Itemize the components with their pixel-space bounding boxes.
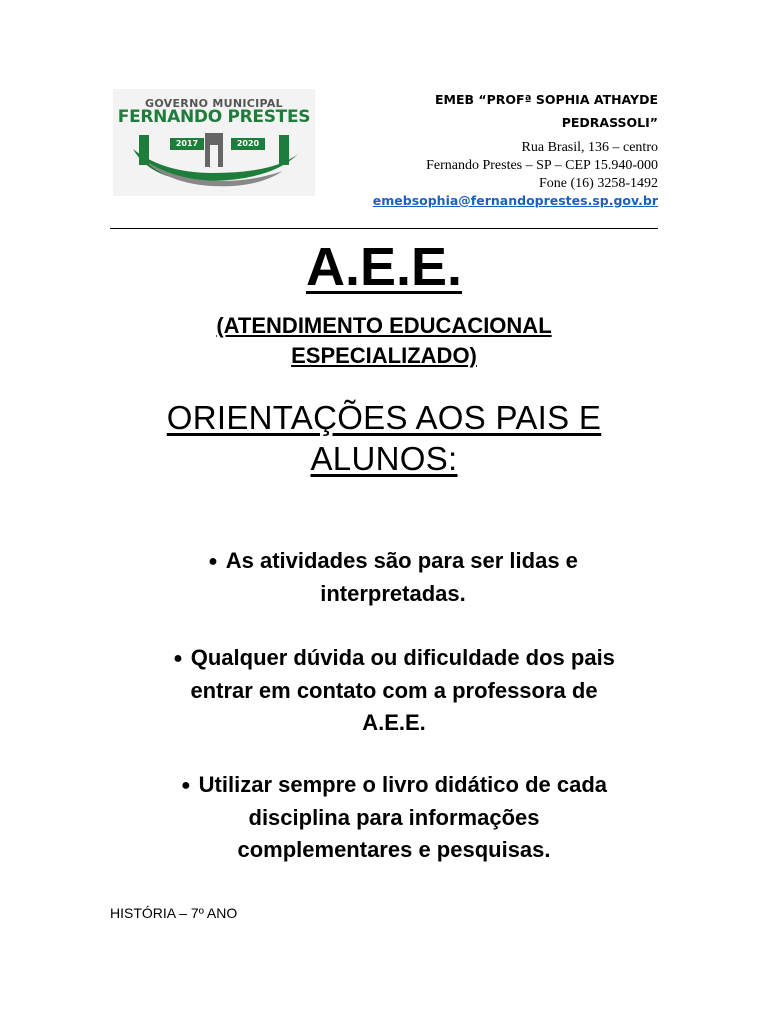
heading-line1: ORIENTAÇÕES AOS PAIS E	[166, 399, 602, 436]
logo-year-start: 2017	[175, 139, 199, 148]
subtitle-line1: (ATENDIMENTO EDUCACIONAL	[216, 313, 552, 338]
bullet-2-line3: A.E.E.	[362, 710, 426, 735]
bullet-1-line2: interpretadas.	[320, 581, 466, 606]
logo-text-top: GOVERNO MUNICIPAL	[145, 97, 283, 110]
address-city: Fernando Prestes – SP – CEP 15.940-000	[426, 158, 658, 173]
bullet-3-line3: complementares e pesquisas.	[237, 837, 551, 862]
bullet-3-line2: disciplina para informações	[248, 805, 540, 830]
bullet-1-line1: As atividades são para ser lidas e	[225, 548, 578, 573]
logo-year-end: 2020	[236, 139, 260, 148]
school-name	[358, 88, 658, 134]
heading-line2: ALUNOS:	[310, 440, 458, 477]
page-footer: HISTÓRIA – 7º ANO	[110, 905, 238, 921]
section-heading	[110, 397, 658, 479]
logo-text-name: FERNANDO PRESTES	[117, 107, 311, 127]
school-address	[358, 139, 658, 193]
document-title: A.E.E.	[305, 237, 463, 297]
bullet-icon: ●	[180, 777, 191, 794]
bullet-icon: ●	[173, 650, 183, 667]
bullet-3-line1: Utilizar sempre o livro didático de cada	[198, 772, 607, 797]
school-email-link[interactable]: emebsophia@fernandoprestes.sp.gov.br	[372, 193, 658, 208]
bullet-2-line2: entrar em contato com a professora de	[190, 678, 598, 703]
school-name-line2: PEDRASSOLI”	[561, 115, 658, 130]
address-street: Rua Brasil, 136 – centro	[521, 140, 658, 155]
header-divider	[110, 228, 658, 229]
subtitle-line2: ESPECIALIZADO)	[291, 343, 477, 368]
municipal-logo	[113, 89, 315, 196]
school-name-line1: EMEB “PROFª SOPHIA ATHAYDE	[434, 92, 658, 107]
list-item	[138, 769, 650, 866]
bullet-2-line1: Qualquer dúvida ou dificuldade dos pais	[190, 645, 615, 670]
document-subtitle	[110, 311, 658, 371]
address-phone: Fone (16) 3258-1492	[539, 176, 658, 191]
list-item	[148, 545, 638, 610]
bullet-icon: ●	[208, 553, 218, 570]
list-item	[128, 642, 660, 739]
